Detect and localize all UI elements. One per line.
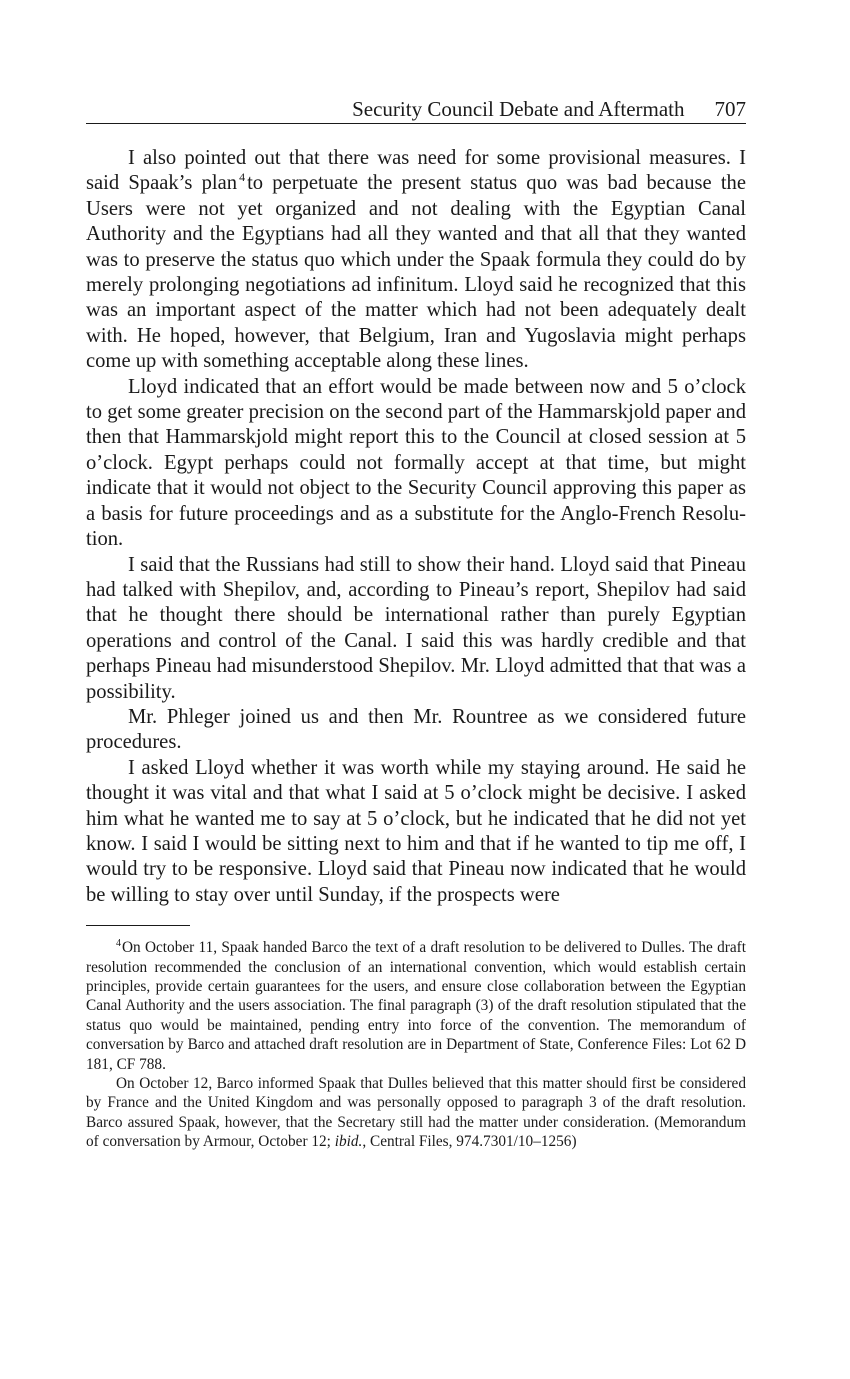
footnote-4-text: On October 11, Spaak handed Barco the text of a draft resolution to be delivered to Dulles. The draft resolution recommended the conclusion of an international convention, which would establish certain principles, provide certain guarantees for the users, and ensure close collaboration between the Egyptian Canal Authority and the users association. The final paragraph (3) of the draft resolution stipulated that the status quo would be maintained, pending entry into force of the convention. The memorandum of conversation by Barco and attached draft resolution are in Department of State, Conference Files: Lot 62 D 181, CF 788. bbox=[86, 939, 746, 1073]
paragraph-1-text-b: to perpetuate the present status quo was bad because the Users were not yet organized and not dealing with the Egyptian Canal Authority and the Egyptians had all they wanted and that all that they wanted was to preserve the status quo which under the Spaak formula they could do by merely prolonging negotiations ad infinitum. Lloyd said he recognized that this was an important aspect of the matter which had not been adequately dealt with. He hoped, however, that Belgium, Iran and Yugoslavia might perhaps come up with something acceptable along these lines. bbox=[86, 172, 746, 373]
paragraph-3: I said that the Russians had still to show their hand. Lloyd said that Pineau had talked with Shepilov, and, according to Pineau’s report, Shepilov had said that he thought there should be international rather than purely Egyptian operations and control of the Canal. I said this was hardly credible and that perhaps Pineau had misunderstood Shepilov. Mr. Lloyd admitted that that was a possibility. bbox=[86, 553, 746, 703]
ibid-citation: ibid. bbox=[334, 1133, 363, 1151]
page-number: 707 bbox=[714, 97, 746, 121]
document-page bbox=[86, 96, 746, 1152]
paragraph-5: I asked Lloyd whether it was worth while my staying around. He said he thought it was vital and that what I said at 5 o’clock might be decisive. I asked him what he wanted me to say at 5 o’clock, but he indicated that he did not yet know. I said I would be sitting next to him and that if he wanted to tip me off, I would try to be responsive. Lloyd said that Pineau now indicated that he would be willing to stay over until Sunday, if the prospects were bbox=[86, 756, 746, 906]
running-title: Security Council Debate and Aftermath bbox=[352, 97, 685, 121]
footnote-divider bbox=[86, 925, 190, 926]
footnotes bbox=[86, 938, 746, 1151]
footnote-reference[interactable]: 4 bbox=[239, 170, 246, 185]
paragraph-4: Mr. Phleger joined us and then Mr. Rountree as we considered future procedures. bbox=[86, 705, 746, 754]
paragraph-1-text-a: I also pointed out that there was need for some provisional measures. I said Spaak’s plan bbox=[86, 147, 746, 195]
footnote-marker: 4 bbox=[116, 938, 121, 950]
body-text bbox=[86, 146, 746, 908]
footnote-4-cont-text-b: , Central Files, 974.7301/10–1256) bbox=[362, 1133, 577, 1151]
paragraph-1 bbox=[86, 146, 746, 375]
running-head bbox=[86, 96, 746, 124]
paragraph-2: Lloyd indicated that an effort would be made between now and 5 o’clock to get some greater precision on the second part of the Hammarskjold paper and then that Hammarskjold might report this to the Council at closed session at 5 o’clock. Egypt perhaps could not formally accept at that time, but might indicate that it would not object to the Security Council approving this paper as a basis for future proceedings and as a substitute for the Anglo-French Resolution. bbox=[86, 375, 746, 551]
footnote-4 bbox=[86, 938, 746, 1074]
footnote-4-cont-text-a: On October 12, Barco informed Spaak that Dulles believed that this matter should first be considered by France and the United Kingdom and was personally opposed to paragraph 3 of the draft resolution. Barco assured Spaak, however, that the Secretary still had the matter under consideration. (Memorandum of conversation by Armour, October 12; bbox=[86, 1075, 746, 1151]
footnote-4-continuation bbox=[86, 1074, 746, 1152]
